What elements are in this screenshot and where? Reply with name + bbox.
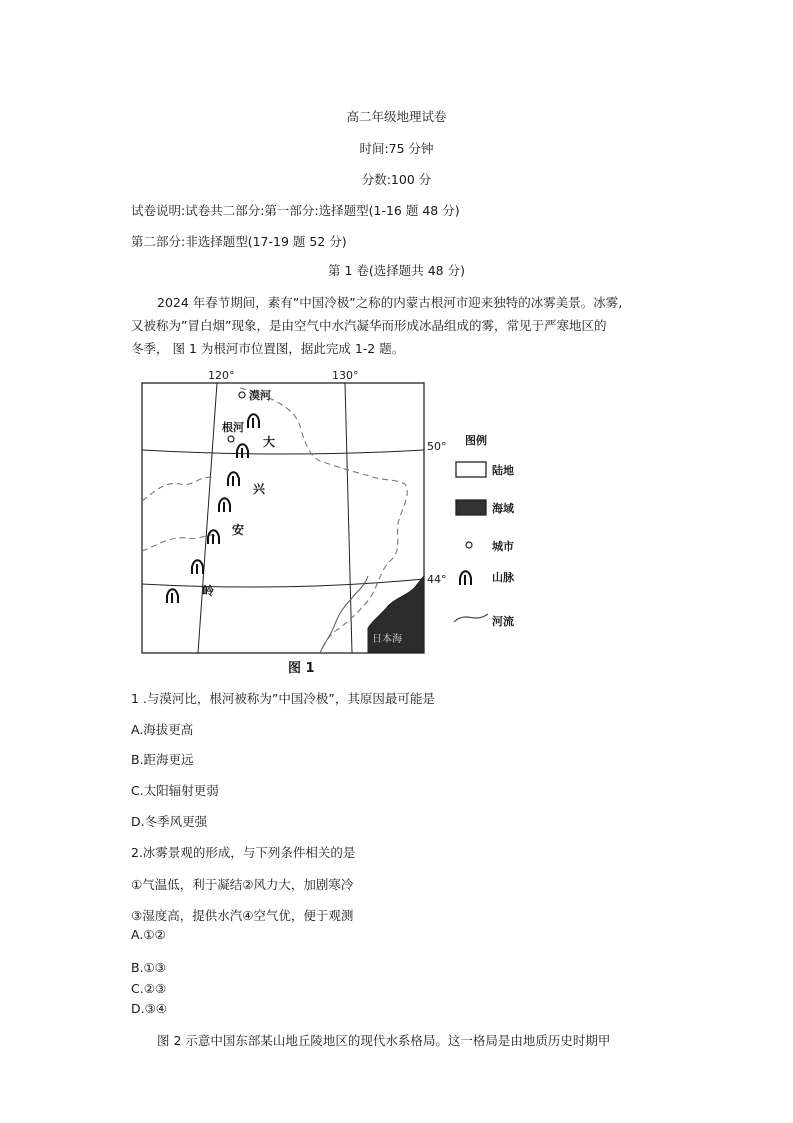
question-1-option-c[interactable]: C.太阳辐射更弱 (131, 783, 219, 798)
question-2-option-d[interactable]: D.③④ (131, 1001, 168, 1016)
range-char-da: 大 (263, 435, 276, 449)
legend-label-mountain: 山脉 (492, 571, 514, 584)
land-box-icon (456, 462, 486, 477)
city-dot-icon (466, 542, 472, 548)
intro-line-2: 又被称为”冒白烟”现象，是由空气中水汽凝华而形成冰晶组成的雾，常见于严寒地区的 (131, 318, 607, 333)
city-dot-icon (239, 392, 245, 398)
question-1-stem: 1 .与漠河比，根河被称为”中国冷极”，其原因最可能是 (131, 691, 435, 706)
range-char-an: 安 (232, 523, 245, 537)
intro-line-3: 冬季， 图 1 为根河市位置图，据此完成 1-2 题。 (131, 341, 405, 356)
question-2-conditions-1: ①气温低，利于凝结②风力大，加剧寒冷 (131, 877, 354, 892)
question-2-option-a[interactable]: A.①② (131, 927, 166, 942)
exam-time: 时间:75 分钟 (359, 141, 434, 156)
instructions-line-2: 第二部分:非选择题型(17-19 题 52 分) (131, 234, 347, 249)
question-2-conditions-2: ③湿度高，提供水汽④空气优，便于观测 (131, 908, 354, 923)
lat-label-50: 50° (427, 440, 447, 453)
figure-1-map (120, 366, 540, 681)
mountain-icon (460, 571, 471, 585)
instructions-line-1: 试卷说明:试卷共二部分:第一部分:选择题型(1-16 题 48 分) (131, 203, 460, 218)
lat-label-44: 44° (427, 573, 447, 586)
legend-label-river: 河流 (492, 615, 514, 628)
question-1-option-b[interactable]: B.距海更远 (131, 752, 194, 767)
question-3-intro: 图 2 示意中国东部某山地丘陵地区的现代水系格局。这一格局是由地质历史时期甲 (157, 1033, 611, 1048)
lon-label-130: 130° (332, 369, 359, 382)
section-1-title: 第 1 卷(选择题共 48 分) (327, 263, 465, 278)
question-2-option-b[interactable]: B.①③ (131, 960, 166, 975)
exam-score: 分数:100 分 (361, 172, 432, 187)
river-line-icon (454, 614, 488, 622)
city-label-genhe: 根河 (222, 421, 244, 434)
question-1-option-d[interactable]: D.冬季风更强 (131, 814, 208, 829)
legend-label-sea: 海域 (492, 502, 514, 515)
figure-1-caption: 图 1 (288, 661, 315, 676)
range-char-xing: 兴 (253, 482, 266, 496)
range-char-ling: 岭 (202, 584, 215, 598)
legend-label-land: 陆地 (492, 464, 514, 477)
legend-title: 图例 (465, 434, 487, 447)
sea-label: 日本海 (372, 634, 402, 645)
question-2-option-c[interactable]: C.②③ (131, 981, 167, 996)
lon-label-120: 120° (208, 369, 235, 382)
city-label-mohe: 漠河 (249, 389, 271, 402)
map-legend (454, 433, 515, 628)
sea-box-icon (456, 500, 486, 515)
city-dot-icon (228, 436, 234, 442)
question-2-stem: 2.冰雾景观的形成，与下列条件相关的是 (131, 845, 356, 860)
legend-label-city: 城市 (492, 540, 514, 553)
question-1-option-a[interactable]: A.海拔更高 (131, 722, 194, 737)
intro-line-1: 2024 年春节期间，素有”中国冷极”之称的内蒙古根河市迎来独特的冰雾美景。冰雾, (157, 295, 623, 310)
exam-title: 高二年级地理试卷 (346, 109, 447, 124)
